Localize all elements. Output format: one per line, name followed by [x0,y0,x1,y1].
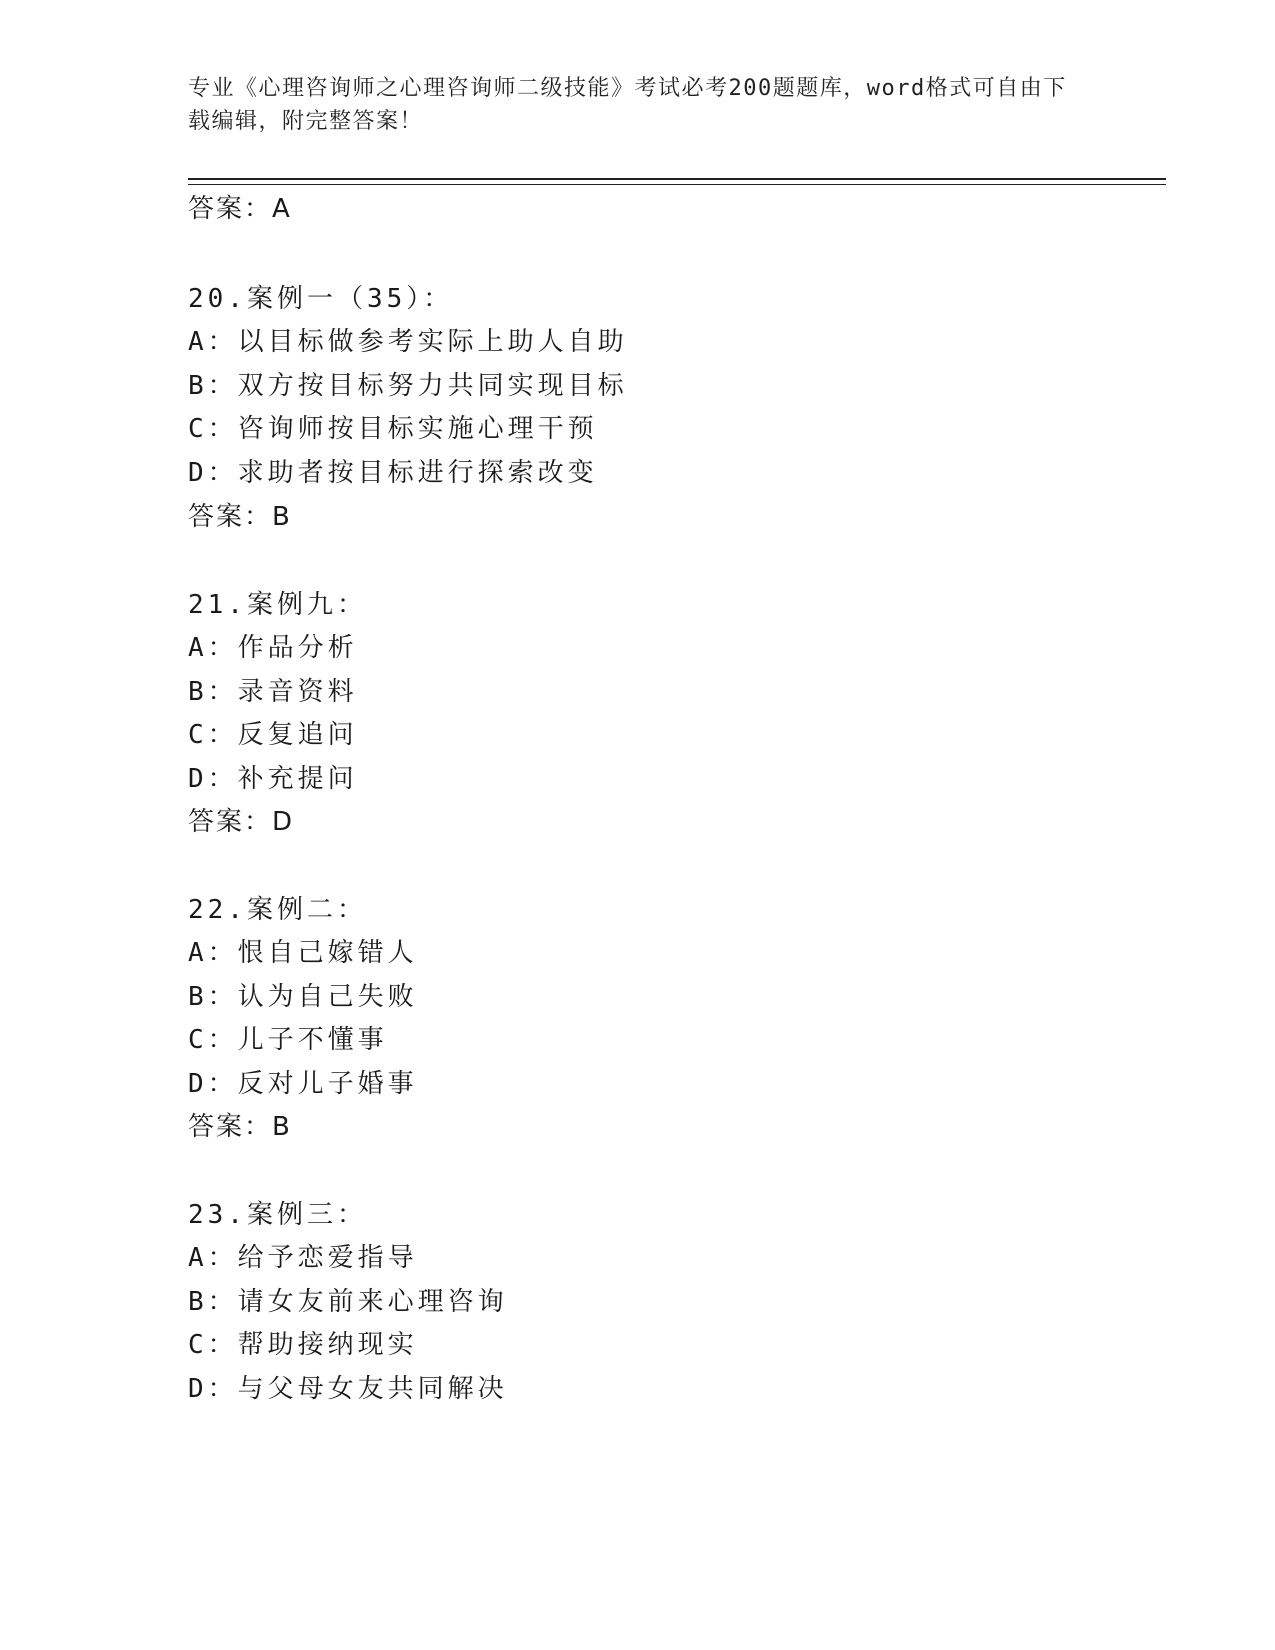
option-b: B：双方按目标努力共同实现目标 [188,371,628,401]
option-c: C：儿子不懂事 [188,1025,388,1055]
option-c: C：帮助接纳现实 [188,1330,418,1360]
option-a: A：恨自己嫁错人 [188,938,418,968]
question-title: 22.案例二： [188,895,367,925]
option-d: D：补充提问 [188,764,358,794]
option-d: D：求助者按目标进行探索改变 [188,458,598,488]
option-a: A：给予恋爱指导 [188,1243,418,1273]
option-b: B：请女友前来心理咨询 [188,1287,508,1317]
answer-line: 答案：B [188,1112,292,1142]
option-a: A：作品分析 [188,633,358,663]
question-title: 23.案例三： [188,1200,367,1230]
document-header: 专业《心理咨询师之心理咨询师二级技能》考试必考200题题库，word格式可自由下载编辑，附完整答案！ [188,76,1067,134]
option-c: C：反复追问 [188,720,358,750]
question-title: 21.案例九： [188,590,367,620]
answer-line: 答案：A [188,194,292,224]
option-a: A：以目标做参考实际上助人自助 [188,327,628,357]
option-b: B：录音资料 [188,677,358,707]
option-d: D：与父母女友共同解决 [188,1374,508,1404]
question-title: 20.案例一（35）： [188,284,454,314]
answer-line: 答案：D [188,807,295,837]
answer-line: 答案：B [188,502,292,532]
header-rule-thick [188,178,1166,180]
header-rule-thin [188,184,1166,185]
option-c: C：咨询师按目标实施心理干预 [188,414,598,444]
option-b: B：认为自己失败 [188,982,418,1012]
option-d: D：反对儿子婚事 [188,1069,418,1099]
